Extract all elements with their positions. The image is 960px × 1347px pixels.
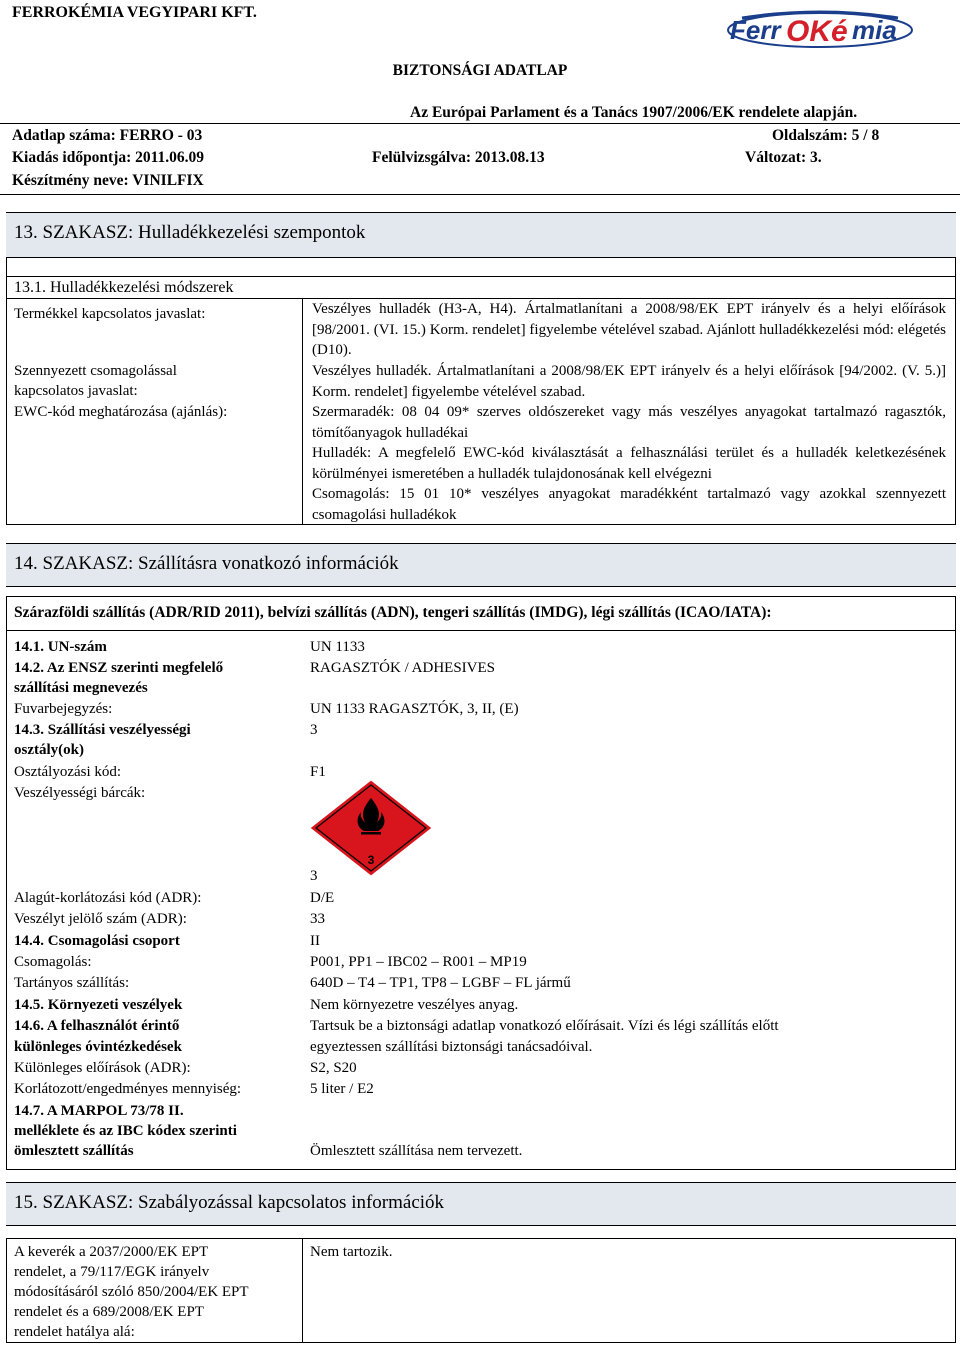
regulation-applicability-label-2: rendelet, a 79/117/EGK irányelv: [14, 1264, 210, 1280]
section15-column-divider: [302, 1238, 303, 1343]
hazard-class-label-1: 14.3. Szállítási veszélyességi: [14, 722, 191, 738]
regulation-applicability-value: Nem tartozik.: [310, 1244, 393, 1260]
shipping-name-label-1: 14.2. Az ENSZ szerinti megfelelő: [14, 660, 224, 676]
special-provisions-value: S2, S20: [310, 1060, 357, 1076]
section15-title: 15. SZAKASZ: Szabályozással kapcsolatos információk: [14, 1192, 445, 1213]
marpol-label-3: ömlesztett szállítás: [14, 1143, 134, 1159]
review-date: Felülvizsgálva: 2013.08.13: [372, 149, 545, 166]
ewc-code-waste: Hulladék: A megfelelő EWC-kód kiválasztását a felhasználási terület és a hulladék keletkezésének körülményei ismeretében a hulladék tulajdonosának kell elvégezni: [312, 445, 946, 482]
hazard-labels-label: Veszélyességi bárcák:: [14, 785, 146, 801]
transport-modes: Szárazföldi szállítás (ADR/RID 2011), belvízi szállítás (ADN), tengeri szállítás (IMDG), légi szállítás (ICAO/IATA):: [14, 604, 772, 621]
precautions-label-1: 14.6. A felhasználót érintő: [14, 1018, 180, 1034]
regulation-applicability-label-1: A keverék a 2037/2000/EK EPT: [14, 1244, 209, 1260]
header-bottom-divider: [0, 194, 960, 195]
packaging-value: P001, PP1 – IBC02 – R001 – MP19: [310, 954, 527, 970]
un-number-value: UN 1133: [310, 639, 365, 655]
product-recommendation-value: Veszélyes hulladék (H3-A, H4). Ártalmatlanítani a 2008/98/EK EPT irányelv és a helyi előírások [98/2001. (VI. 15.) Korm. rendelet] figyelembe vételével szabad. Ajánlott hulladékkezelési mód: elégetés (D10).: [312, 301, 946, 358]
svg-text:OKé: OKé: [786, 15, 848, 48]
limited-quantity-label: Korlátozott/engedményes mennyiség:: [14, 1081, 242, 1097]
special-provisions-label: Különleges előírások (ADR):: [14, 1060, 191, 1076]
environmental-hazards-label: 14.5. Környezeti veszélyek: [14, 997, 183, 1013]
document-title: BIZTONSÁGI ADATLAP: [392, 62, 568, 79]
ewc-code-residue: Szermaradék: 08 04 09* szerves oldószereket vagy más veszélyes anyagokat tartalmazó ragasztók, tömítőanyagok hulladékai: [312, 404, 946, 441]
tunnel-code-label: Alagút-korlátozási kód (ADR):: [14, 890, 202, 906]
precautions-value-2: egyeztessen szállítási biztonsági tanácsadóival.: [310, 1039, 593, 1055]
tank-transport-value: 640D – T4 – TP1, TP8 – LGBF – FL jármű: [310, 975, 571, 991]
waybill-label: Fuvarbejegyzés:: [14, 701, 113, 717]
sheet-number: Adatlap száma: FERRO - 03: [12, 127, 203, 144]
precautions-value-1: Tartsuk be a biztonsági adatlap vonatkozó előírásait. Vízi és légi szállítás előtt: [310, 1018, 779, 1034]
packing-group-label: 14.4. Csomagolási csoport: [14, 933, 180, 949]
marpol-value: Ömlesztett szállítása nem tervezett.: [310, 1143, 523, 1159]
waybill-value: UN 1133 RAGASZTÓK, 3, II, (E): [310, 701, 519, 717]
section13-title: 13. SZAKASZ: Hulladékkezelési szempontok: [14, 222, 366, 243]
regulation-applicability-label-4: rendelet és a 689/2008/EK EPT: [14, 1304, 204, 1320]
packing-group-value: II: [310, 933, 320, 949]
hazard-label-caption: 3: [310, 868, 318, 884]
ewc-code-label: EWC-kód meghatározása (ajánlás):: [14, 404, 228, 420]
section14-title: 14. SZAKASZ: Szállításra vonatkozó információk: [14, 553, 399, 574]
hazard-class-value: 3: [310, 722, 318, 738]
packaging-recommendation-label-1: Szennyezett csomagolással: [14, 363, 177, 379]
tank-transport-label: Tartányos szállítás:: [14, 975, 130, 991]
company-logo: [722, 6, 918, 52]
flammable-liquid-diamond: [308, 778, 434, 878]
shipping-name-value: RAGASZTÓK / ADHESIVES: [310, 660, 496, 676]
hazard-id-value: 33: [310, 911, 325, 927]
packaging-label: Csomagolás:: [14, 954, 92, 970]
section13-column-divider: [302, 298, 303, 525]
diamond-class-number: 3: [367, 853, 375, 867]
version: Változat: 3.: [745, 149, 822, 166]
environmental-hazards-value: Nem környezetre veszélyes anyag.: [310, 997, 519, 1013]
hazard-class-label-2: osztály(ok): [14, 742, 84, 758]
packaging-recommendation-value: Veszélyes hulladék. Ártalmatlanítani a 2008/98/EK EPT irányelv és a helyi előírások [94/2002. (V. 5.)] Korm. rendelet] figyelembe vételével szabad.: [312, 363, 946, 400]
packaging-recommendation-label-2: kapcsolatos javaslat:: [14, 383, 138, 399]
precautions-label-2: különleges óvintézkedések: [14, 1039, 182, 1055]
marpol-label-2: melléklete és az IBC kódex szerinti: [14, 1123, 237, 1139]
header-divider: [0, 123, 960, 124]
classification-code-value: F1: [310, 764, 326, 780]
svg-text:Ferr: Ferr: [730, 15, 781, 45]
page-number: Oldalszám: 5 / 8: [772, 127, 880, 144]
section13-subtitle: 13.1. Hulladékkezelési módszerek: [14, 279, 234, 296]
marpol-label-1: 14.7. A MARPOL 73/78 II.: [14, 1103, 184, 1119]
issue-date: Kiadás időpontja: 2011.06.09: [12, 149, 205, 166]
section13-sub-divider: [6, 276, 956, 277]
regulation-applicability-label-3: módosításáról szóló 850/2004/EK EPT: [14, 1284, 249, 1300]
product-recommendation-label: Termékkel kapcsolatos javaslat:: [14, 306, 206, 322]
transport-modes-divider: [6, 630, 956, 631]
company-name: FERROKÉMIA VEGYIPARI KFT.: [12, 4, 257, 21]
svg-text:mia: mia: [852, 15, 897, 45]
limited-quantity-value: 5 liter / E2: [310, 1081, 374, 1097]
tunnel-code-value: D/E: [310, 890, 335, 906]
shipping-name-label-2: szállítási megnevezés: [14, 680, 148, 696]
regulation-applicability-label-5: rendelet hatálya alá:: [14, 1324, 135, 1340]
hazard-id-label: Veszélyt jelölő szám (ADR):: [14, 911, 187, 927]
regulation-reference: Az Európai Parlament és a Tanács 1907/2006/EK rendelete alapján.: [410, 104, 858, 121]
un-number-label: 14.1. UN-szám: [14, 639, 107, 655]
classification-code-label: Osztályozási kód:: [14, 764, 122, 780]
ewc-code-packaging: Csomagolás: 15 01 10* veszélyes anyagokat maradékként tartalmazó vagy azokkal szennyezett csomagolási hulladékok: [312, 486, 946, 523]
product-name: Készítmény neve: VINILFIX: [12, 172, 204, 189]
